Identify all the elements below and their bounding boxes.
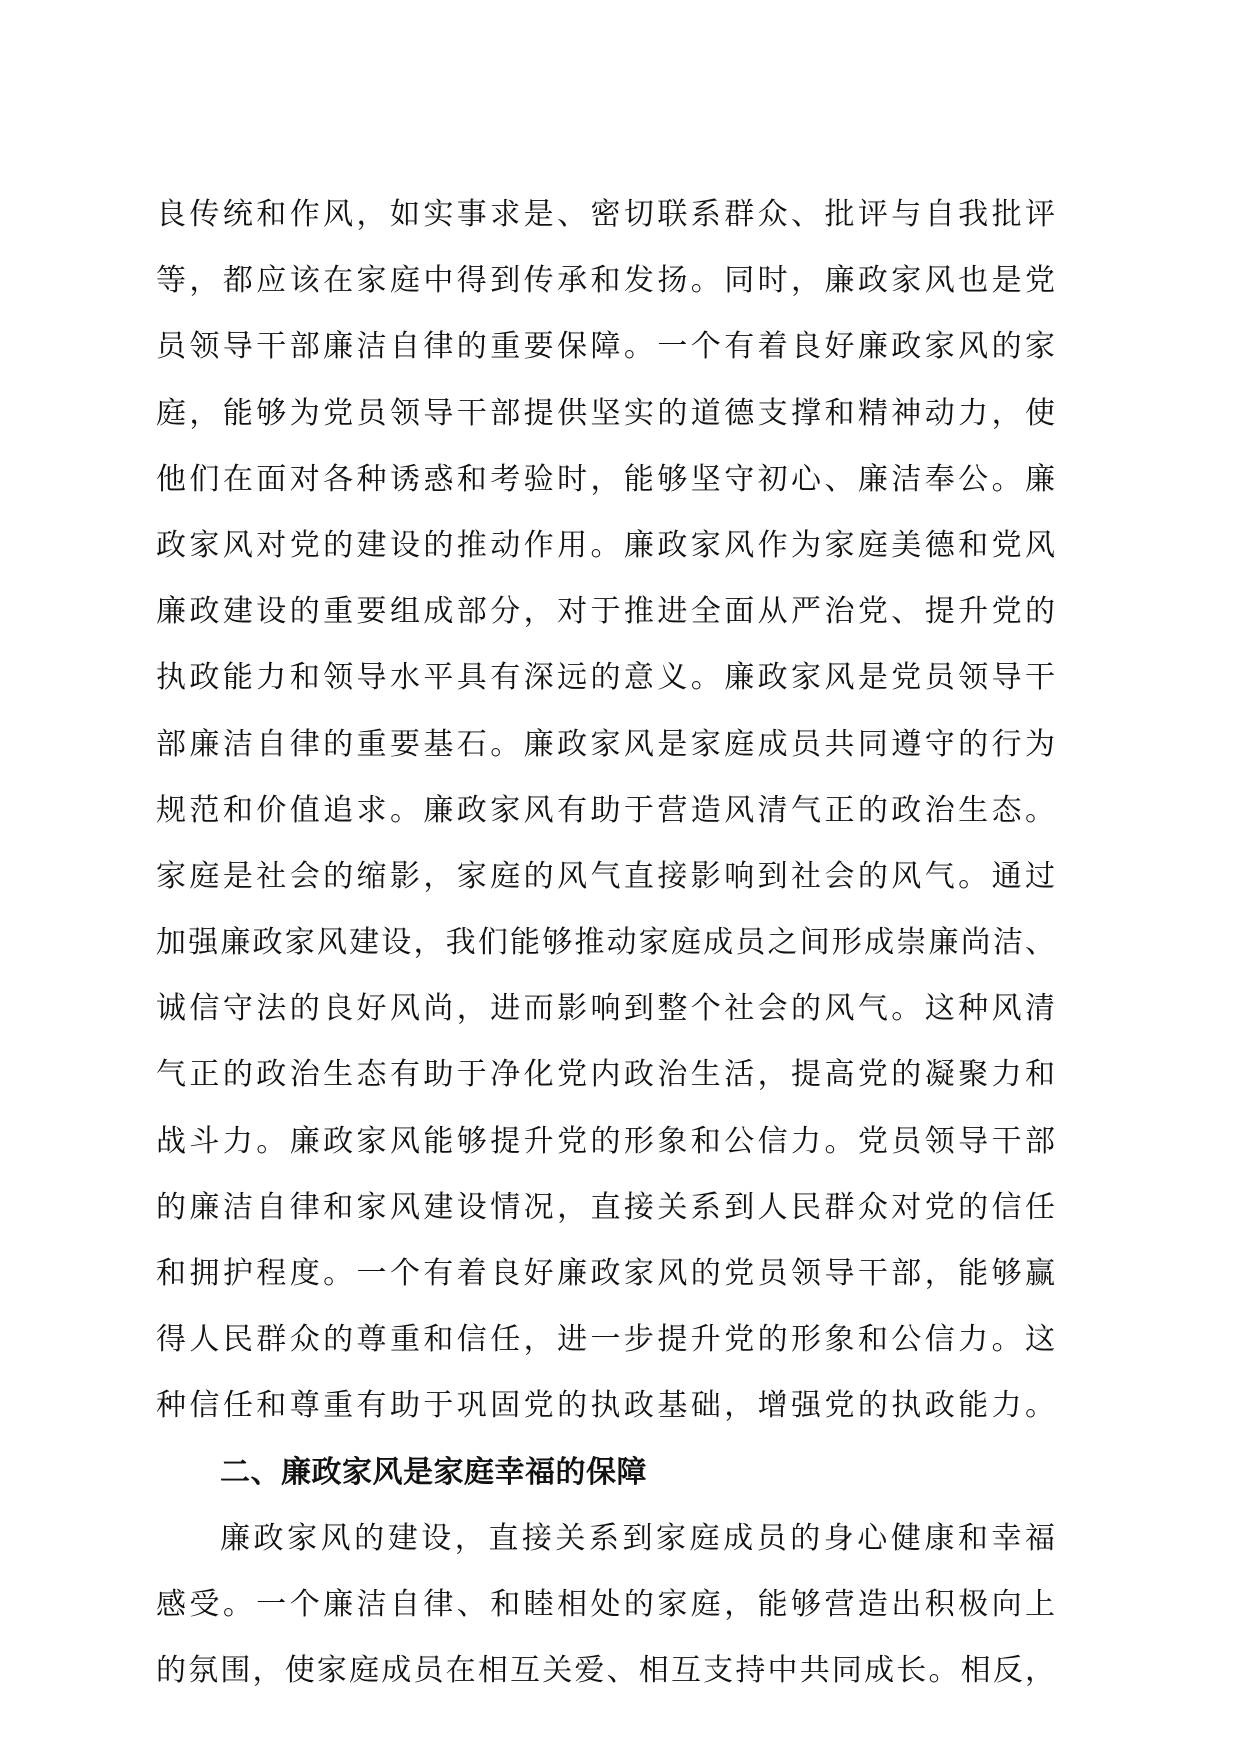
document-body [156, 182, 1056, 1704]
paragraph-line: 部廉洁自律的重要基石。廉政家风是家庭成员共同遵守的行为 [156, 726, 1056, 762]
paragraph-line: 良传统和作风，如实事求是、密切联系群众、批评与自我批评 [156, 197, 1056, 232]
paragraph-line: 政家风对党的建设的推动作用。廉政家风作为家庭美德和党风 [156, 527, 1056, 563]
paragraph-line: 员领导干部廉洁自律的重要保障。一个有着良好廉政家风的家 [156, 329, 1056, 365]
paragraph-line: 等，都应该在家庭中得到传承和发扬。同时，廉政家风也是党 [156, 263, 1056, 299]
paragraph-line: 他们在面对各种诱惑和考验时，能够坚守初心、廉洁奉公。廉 [156, 461, 1056, 497]
paragraph-line: 规范和价值追求。廉政家风有助于营造风清气正的政治生态。 [156, 792, 1056, 828]
paragraph-line: 得人民群众的尊重和信任，进一步提升党的形象和公信力。这 [156, 1322, 1056, 1358]
paragraph-line: 加强廉政家风建设，我们能够推动家庭成员之间形成崇廉尚洁、 [156, 925, 1056, 961]
paragraph-line: 气正的政治生态有助于净化党内政治生活，提高党的凝聚力和 [156, 1057, 1056, 1093]
paragraph-line: 的廉洁自律和家风建设情况，直接关系到人民群众对党的信任 [156, 1189, 1056, 1225]
paragraph-line: 种信任和尊重有助于巩固党的执政基础，增强党的执政能力。 [156, 1388, 1056, 1424]
paragraph-line: 和拥护程度。一个有着良好廉政家风的党员领导干部，能够赢 [156, 1256, 1056, 1291]
paragraph-line: 诚信守法的良好风尚，进而影响到整个社会的风气。这种风清 [156, 991, 1056, 1027]
paragraph-line: 家庭是社会的缩影，家庭的风气直接影响到社会的风气。通过 [156, 858, 1056, 894]
paragraph-line: 廉政建设的重要组成部分，对于推进全面从严治党、提升党的 [156, 594, 1056, 630]
paragraph-line: 执政能力和领导水平具有深远的意义。廉政家风是党员领导干 [156, 660, 1056, 696]
paragraph-line: 感受。一个廉洁自律、和睦相处的家庭，能够营造出积极向上 [156, 1586, 1056, 1622]
section-heading: 二、廉政家风是家庭幸福的保障 [220, 1454, 647, 1490]
paragraph-line: 战斗力。廉政家风能够提升党的形象和公信力。党员领导干部 [156, 1123, 1056, 1159]
paragraph-line: 廉政家风的建设，直接关系到家庭成员的身心健康和幸福 [220, 1520, 1056, 1556]
paragraph-line: 庭，能够为党员领导干部提供坚实的道德支撑和精神动力，使 [156, 395, 1056, 431]
paragraph-line: 的氛围，使家庭成员在相互关爱、相互支持中共同成长。相反， [156, 1653, 1056, 1689]
